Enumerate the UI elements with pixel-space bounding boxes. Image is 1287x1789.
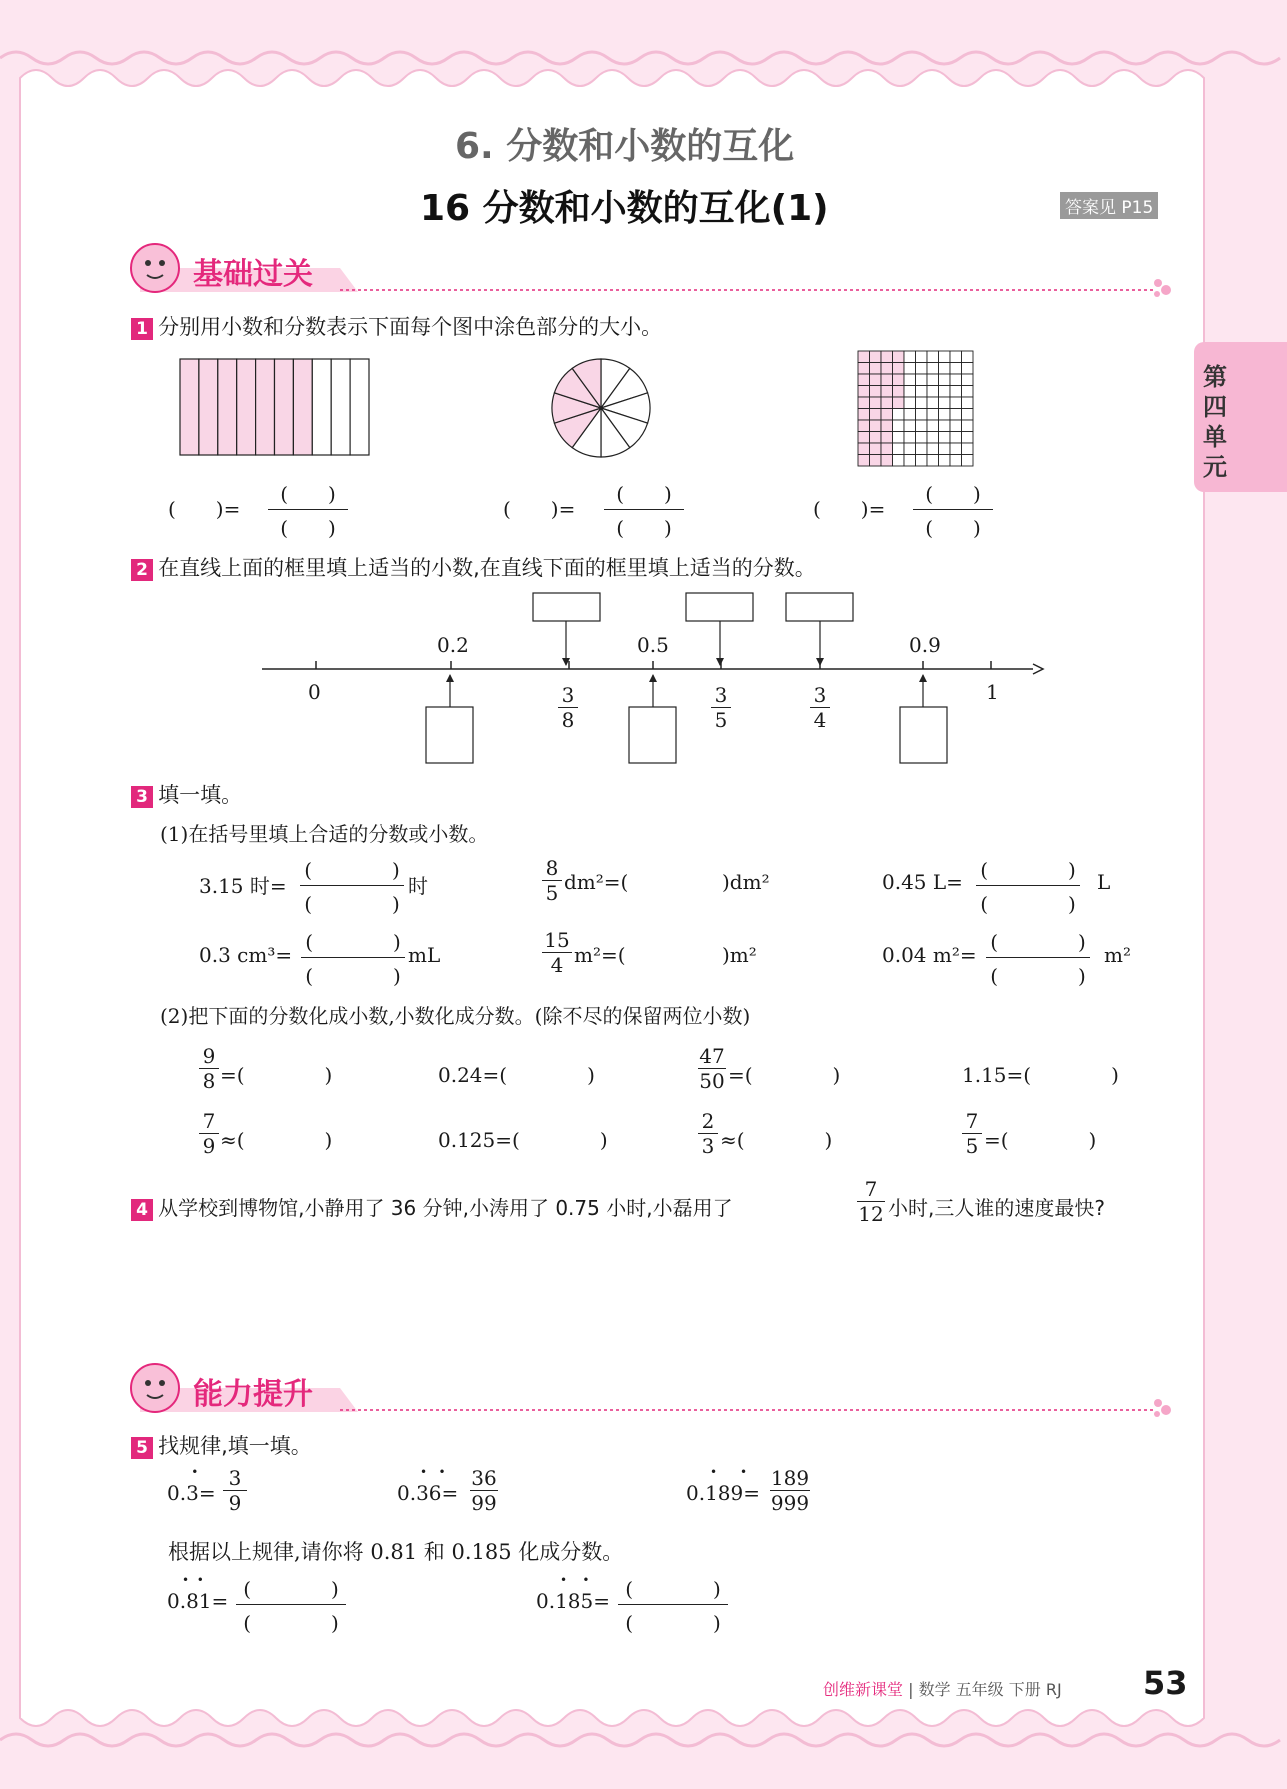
q5-task-1-frac[interactable]: ( ) ( ) [236,1573,346,1636]
q3b-8-frac: 7 5 [962,1109,982,1158]
grid-cell [939,351,951,363]
q1-frac-3[interactable]: ( ) ( ) [913,478,993,541]
q3-item-2-post: )dm² [722,870,770,894]
question-number: 3 [131,786,153,808]
q5-example-3-frac: 189 999 [770,1466,810,1515]
grid-cell [950,443,962,455]
grid-cell [939,432,951,444]
grid-cell [870,374,882,386]
q5-example-2-lhs: 0.36= [397,1481,459,1505]
q3b-5-frac: 7 9 [199,1109,219,1158]
grid-cell [904,432,916,444]
grid-cell [858,420,870,432]
q3-item-4-frac[interactable]: ( ) ( ) [301,926,405,989]
grid-cell [893,374,905,386]
grid-cell [881,386,893,398]
q5-task-2-lhs: 0.185= [536,1589,611,1613]
grid-cell [927,397,939,409]
footer-brand: 创维新课堂 [823,1680,904,1699]
grid-cell [904,374,916,386]
grid-cell [962,363,974,375]
grid-cell [870,432,882,444]
grid-cell [916,397,928,409]
question-1 [131,311,662,341]
strip-cell [293,359,312,455]
q1-frac-2[interactable]: ( ) ( ) [604,478,684,541]
grid-cell [950,363,962,375]
grid-cell [950,409,962,421]
q3-item-1-post: 时 [408,874,428,898]
q4-fraction: 7 12 [858,1177,884,1226]
grid-cell [870,455,882,467]
grid-cell [950,374,962,386]
strip-cell [275,359,294,455]
grid-cell [893,397,905,409]
grid-cell [927,409,939,421]
grid-cell [939,409,951,421]
q3-item-6-frac[interactable]: ( ) ( ) [986,926,1090,989]
grid-cell [904,443,916,455]
grid-cell [927,420,939,432]
q1-answer-2[interactable]: ( )= [503,497,576,521]
grid-cell [858,351,870,363]
strip-cell [331,359,350,455]
grid-cell [893,386,905,398]
q3b-3-frac: 47 50 [699,1044,725,1093]
q5-example-2-frac: 36 99 [471,1466,497,1515]
grid-cell [927,363,939,375]
q3-item-4-pre: 0.3 cm³= [199,943,293,967]
grid-cell [962,455,974,467]
q3-item-3-post: L [1097,870,1111,894]
grid-cell [858,409,870,421]
q3b-5-eq[interactable]: ≈( ) [220,1128,333,1152]
nl-frac-3-5: 3 5 [711,683,731,732]
grid-cell [916,374,928,386]
answer-box-upper-3 [786,593,853,621]
grid-cell [927,443,939,455]
grid-cell [858,397,870,409]
question-text: 填一填。 [158,783,243,807]
grid-cell [858,443,870,455]
grid-cell [881,351,893,363]
q1-answer-3[interactable]: ( )= [813,497,886,521]
grid-cell [916,363,928,375]
unit-title: 6. 分数和小数的互化 [455,126,795,167]
grid-cell [939,397,951,409]
nl-frac-3-4: 3 4 [810,683,830,732]
grid-cell [916,409,928,421]
strip-cell [218,359,237,455]
grid-cell [893,455,905,467]
grid-cell [962,409,974,421]
q3-item-6-post: m² [1104,943,1131,967]
q3b-8-eq[interactable]: =( ) [984,1128,1097,1152]
nl-label-0.2: 0.2 [437,633,469,657]
grid-cell [927,455,939,467]
footer-meta: | 数学 五年级 下册 RJ [908,1680,1062,1699]
q5-example-1-lhs: 0.3= [167,1481,216,1505]
answer-box-lower-1 [426,707,473,763]
grid-cell [904,397,916,409]
question-5 [131,1430,312,1460]
question-text: 找规律,填一填。 [158,1434,312,1458]
strip-cell [237,359,256,455]
answer-box-lower-3 [900,707,947,763]
grid-cell [904,409,916,421]
q3b-1-eq[interactable]: =( ) [220,1063,333,1087]
grid-cell [927,374,939,386]
q3-item-2-frac: 8 5 [542,856,562,905]
q3b-4[interactable]: 1.15=( ) [962,1063,1119,1087]
q3-item-5-frac: 15 4 [542,928,572,977]
grid-cell [893,443,905,455]
grid-cell [881,409,893,421]
grid-cell [962,374,974,386]
grid-cell [962,397,974,409]
q5-example-3-lhs: 0.189= [686,1481,761,1505]
nl-frac-3-8: 3 8 [558,683,578,732]
section-advanced-title: 能力提升 [193,1377,313,1412]
grid-cell [870,420,882,432]
q3b-1-frac: 9 8 [199,1044,219,1093]
section-basic-title: 基础过关 [193,257,313,292]
grid-cell [904,386,916,398]
grid-cell [916,432,928,444]
strip-cell [180,359,199,455]
answer-reference: 答案见 P15 [1060,192,1158,219]
q3-item-3-pre: 0.45 L= [882,870,963,894]
unit-side-tab-label: 第四单元 [1203,363,1227,481]
q3-item-6-pre: 0.04 m²= [882,943,977,967]
question-text: 分别用小数和分数表示下面每个图中涂色部分的大小。 [158,315,663,339]
grid-cell [904,455,916,467]
grid-cell [916,455,928,467]
recurring-dots-icon: • • [560,1573,590,1587]
question-text: 在直线上面的框里填上适当的小数,在直线下面的框里填上适当的分数。 [158,556,816,580]
question-3 [131,779,242,809]
question-number: 4 [131,1199,153,1221]
q3-item-5-post: )m² [722,943,757,967]
question-text-a: 从学校到博物馆,小静用了 36 分钟,小涛用了 0.75 小时,小磊用了 [158,1196,733,1220]
figure-strips [180,359,369,455]
grid-cell [904,351,916,363]
grid-cell [939,420,951,432]
q5-task-1-lhs: 0.81= [167,1589,229,1613]
grid-cell [939,363,951,375]
question-number: 1 [131,318,153,340]
grid-cell [881,420,893,432]
grid-cell [939,443,951,455]
grid-cell [939,455,951,467]
q3-item-3-frac[interactable]: ( ) ( ) [976,854,1080,917]
grid-cell [881,432,893,444]
top-wave-line [0,52,1280,64]
q3b-3-eq[interactable]: =( ) [728,1063,841,1087]
q3b-7-eq[interactable]: ≈( ) [720,1128,833,1152]
grid-cell [950,432,962,444]
q1-answer-1[interactable]: ( )= [168,497,241,521]
page-number: 53 [1143,1664,1188,1702]
answer-box-upper-2 [686,593,753,621]
grid-cell [962,351,974,363]
q3-item-2-mid: dm²=( [564,870,629,894]
grid-cell [881,455,893,467]
grid-cell [962,420,974,432]
recurring-dot-icon: • [176,1465,199,1479]
figure-grid [858,351,973,466]
grid-cell [870,386,882,398]
grid-cell [881,397,893,409]
grid-cell [870,443,882,455]
q3-sub1: (1)在括号里填上合适的分数或小数。 [160,822,489,846]
grid-cell [893,363,905,375]
grid-cell [870,409,882,421]
question-2 [131,552,816,582]
q3b-6[interactable]: 0.125=( ) [438,1128,608,1152]
footer-series [823,1677,1062,1700]
strip-cell [350,359,369,455]
grid-cell [950,420,962,432]
grid-cell [962,432,974,444]
grid-cell [858,432,870,444]
grid-cell [858,455,870,467]
nl-label-0.9: 0.9 [909,633,941,657]
nl-label-0.5: 0.5 [637,633,669,657]
q5-instruction: 根据以上规律,请你将 0.81 和 0.185 化成分数。 [168,1540,624,1564]
grid-cell [939,374,951,386]
grid-cell [881,374,893,386]
lesson-title: 16 分数和小数的互化(1) [420,188,829,229]
grid-cell [916,351,928,363]
grid-cell [893,409,905,421]
strip-cell [199,359,218,455]
grid-cell [858,374,870,386]
q5-example-1-frac: 3 9 [223,1466,247,1515]
question-text-b: 小时,三人谁的速度最快? [888,1196,1105,1220]
grid-cell [962,386,974,398]
q3b-7-frac: 2 3 [698,1109,718,1158]
figure-circle [552,359,650,457]
grid-cell [870,351,882,363]
q3-item-1-pre: 3.15 时= [199,874,287,898]
grid-cell [916,420,928,432]
grid-cell [870,363,882,375]
grid-cell [881,363,893,375]
grid-cell [950,455,962,467]
recurring-dots-icon: • • [710,1465,748,1479]
grid-cell [950,397,962,409]
strip-cell [256,359,275,455]
q3-item-1-frac[interactable]: ( ) ( ) [300,854,404,917]
question-number: 2 [131,559,153,581]
grid-cell [962,443,974,455]
mascot-icon [131,244,179,292]
grid-cell [881,443,893,455]
grid-cell [893,420,905,432]
grid-cell [927,432,939,444]
q3-item-4-post: mL [408,943,441,967]
grid-cell [916,386,928,398]
nl-label-0: 0 [308,680,321,704]
grid-cell [927,386,939,398]
answer-box-lower-2 [629,707,676,763]
mascot-icon-2 [131,1364,179,1412]
answer-box-upper-1 [533,593,600,621]
grid-cell [858,363,870,375]
grid-cell [927,351,939,363]
nl-label-1: 1 [986,680,999,704]
q3-sub2: (2)把下面的分数化成小数,小数化成分数。(除不尽的保留两位小数) [160,1004,751,1028]
q3-item-5-mid: m²=( [574,943,626,967]
recurring-dots-icon: • • [420,1465,446,1479]
question-4 [131,1192,733,1221]
recurring-dots-icon: • • [182,1573,204,1587]
grid-cell [893,351,905,363]
strip-cell [312,359,331,455]
question-number: 5 [131,1437,153,1459]
grid-cell [916,443,928,455]
q3b-2[interactable]: 0.24=( ) [438,1063,595,1087]
q1-frac-1[interactable]: ( ) ( ) [268,478,348,541]
grid-cell [950,351,962,363]
grid-cell [858,386,870,398]
grid-cell [870,397,882,409]
grid-cell [904,420,916,432]
grid-cell [904,363,916,375]
q5-task-2-frac[interactable]: ( ) ( ) [618,1573,728,1636]
grid-cell [893,432,905,444]
grid-cell [939,386,951,398]
grid-cell [950,386,962,398]
bottom-wave-line [0,1734,1280,1746]
